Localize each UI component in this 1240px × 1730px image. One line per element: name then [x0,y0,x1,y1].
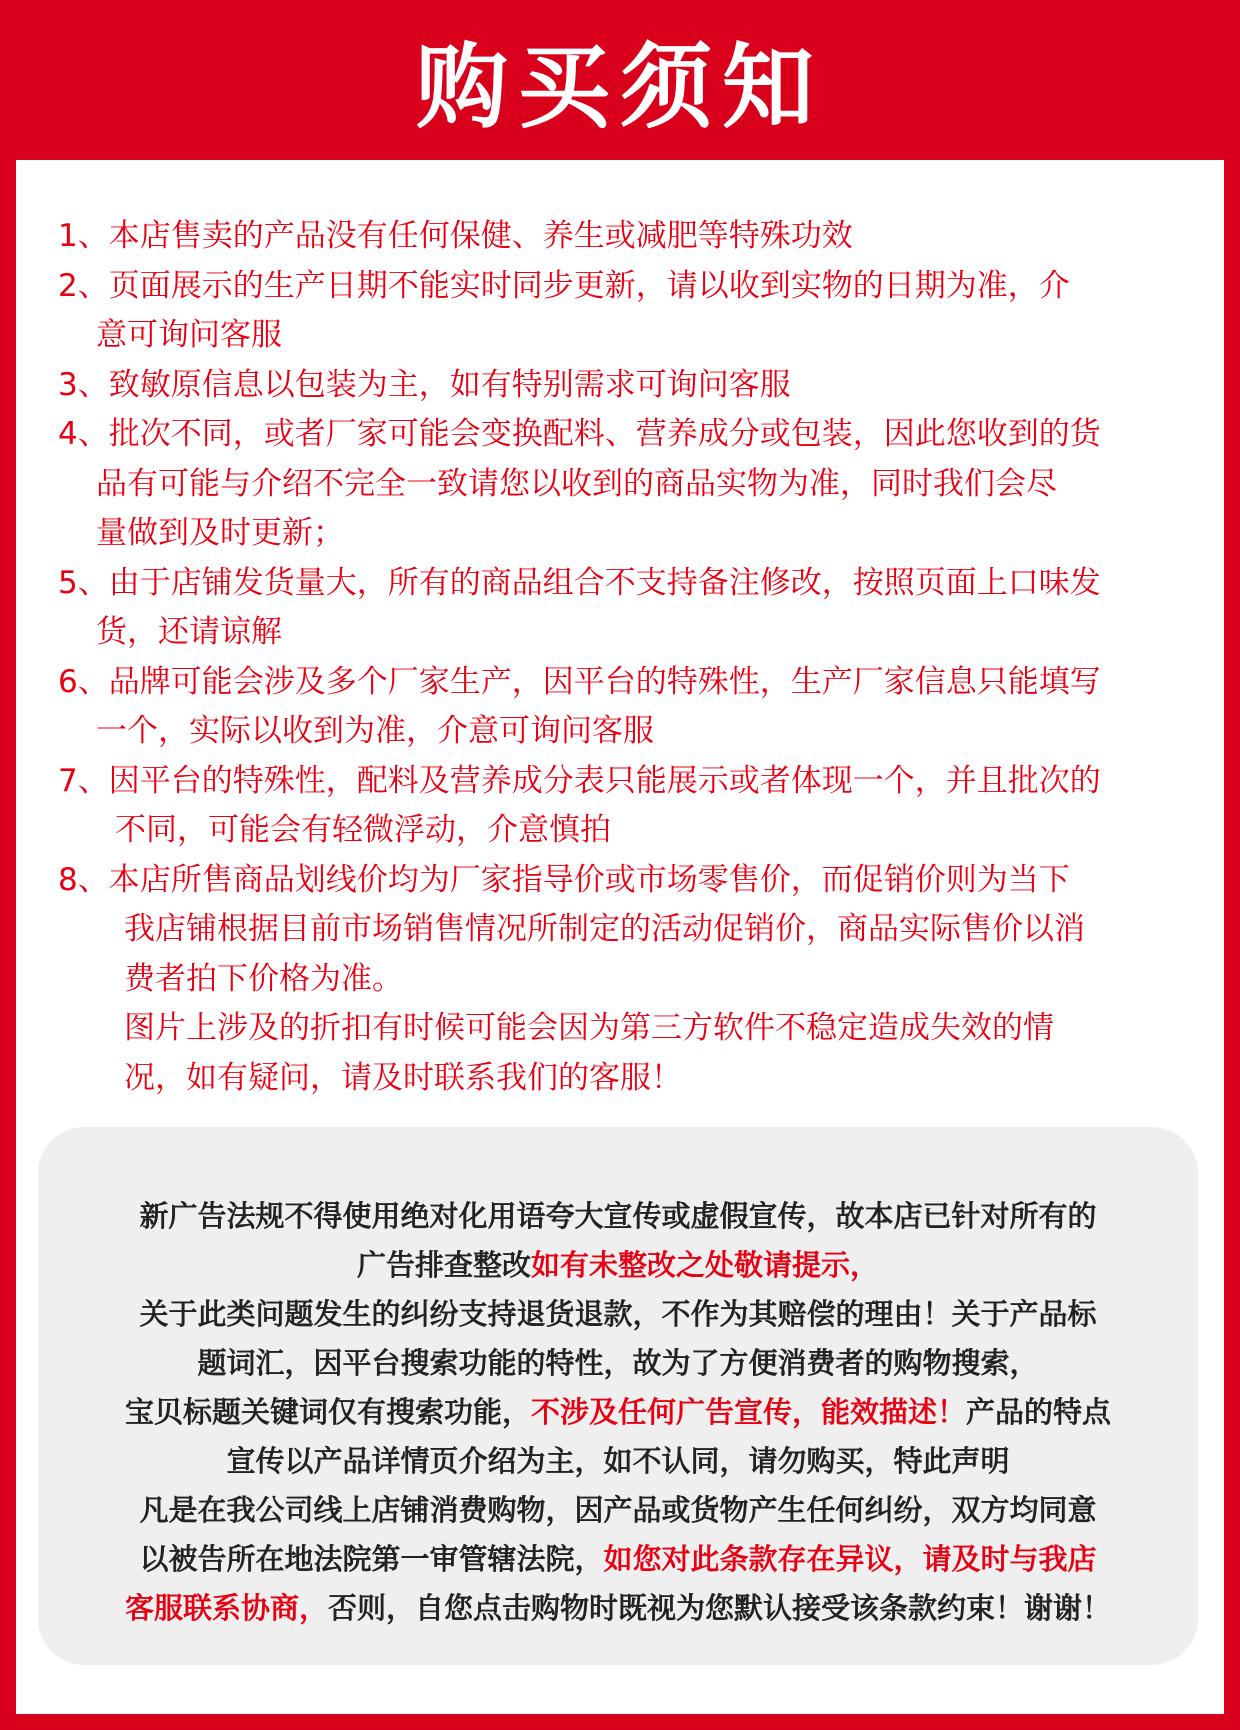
notice-highlight: 如有未整改之处敬请提示， [531,1248,880,1282]
notice-highlight: 客服联系协商， [124,1591,328,1625]
list-item [58,559,1188,658]
list-item-line: 一个，实际以收到为准，介意可询问客服 [96,713,654,749]
notice-text: 广告排查整改 [356,1248,531,1282]
list-item-line: 况，如有疑问，请及时联系我们的客服！ [124,1059,682,1096]
notice-line: 宣传以产品详情页介绍为主，如不认同，请勿购买，特此声明 [226,1444,1010,1478]
list-item [58,658,1188,757]
list-item-line: 4、批次不同，或者厂家可能会变换配料、营养成分或包装，因此您收到的货 [58,416,1101,452]
list-item-line: 1、本店售卖的产品没有任何保健、养生或减肥等特殊功效 [58,218,853,254]
notice-highlight: 不涉及任何广告宣传，能效描述！ [530,1395,966,1429]
page-title: 购买须知 [415,34,824,141]
list-item-line: 3、致敏原信息以包装为主，如有特别需求可询问客服 [58,366,791,403]
list-item-line: 货，还请谅解 [96,614,282,650]
list-item-line: 8、本店所售商品划线价均为厂家指导价或市场零售价，而促销价则为当下 [58,861,1070,898]
notice-line: 题词汇，因平台搜索功能的特性，故为了方便消费者的购物搜索， [197,1346,1039,1380]
list-item [58,410,1188,559]
notice-line: 凡是在我公司线上店铺消费购物，因产品或货物产生任何纠纷，双方均同意 [139,1493,1097,1527]
list-item [58,262,1188,361]
list-item-line: 费者拍下价格为准。 [124,960,403,997]
legal-notice-box [38,1127,1198,1665]
notice-text: 否则，自您点击购物时既视为您默认接受该条款约束！谢谢！ [328,1591,1112,1625]
list-item-line: 6、品牌可能会涉及多个厂家生产，因平台的特殊性，生产厂家信息只能填写 [58,663,1101,700]
notice-line [38,1535,1198,1584]
list-item-line: 不同，可能会有轻微浮动，介意慎拍 [115,812,611,848]
list-item-line: 7、因平台的特殊性，配料及营养成分表只能展示或者体现一个，并且批次的 [58,762,1101,799]
list-item-line: 我店铺根据目前市场销售情况所制定的活动促销价，商品实际售价以消 [124,911,1085,947]
list-item-line: 图片上涉及的折扣有时候可能会因为第三方软件不稳定造成失效的情 [124,1010,1054,1046]
notice-line [38,1388,1198,1437]
legal-notice-text [38,1192,1198,1633]
list-item [58,212,1188,262]
list-item [58,757,1188,856]
list-item [58,856,1188,1104]
notice-line [38,1584,1198,1633]
notice-line: 关于此类问题发生的纠纷支持退货退款，不作为其赔偿的理由！关于产品标 [139,1297,1097,1331]
list-item-line: 量做到及时更新； [96,515,344,551]
notice-text: 产品的特点 [966,1395,1112,1429]
list-item-line: 品有可能与介绍不完全一致请您以收到的商品实物为准，同时我们会尽 [96,465,1057,502]
notice-text: 以被告所在地法院第一审管辖法院， [139,1542,604,1576]
list-item-line: 意可询问客服 [96,317,282,353]
notice-line [38,1241,1198,1290]
notice-line: 新广告法规不得使用绝对化用语夸大宣传或虚假宣传，故本店已针对所有的 [139,1199,1097,1233]
list-item-line: 5、由于店铺发货量大，所有的商品组合不支持备注修改，按照页面上口味发 [58,564,1101,601]
list-item-line: 2、页面展示的生产日期不能实时同步更新，请以收到实物的日期为准，介 [58,267,1070,304]
notice-highlight: 如您对此条款存在异议，请及时与我店 [603,1542,1097,1576]
list-item [58,361,1188,411]
notice-text: 宝贝标题关键词仅有搜索功能， [124,1395,531,1429]
notice-list [58,212,1188,1103]
